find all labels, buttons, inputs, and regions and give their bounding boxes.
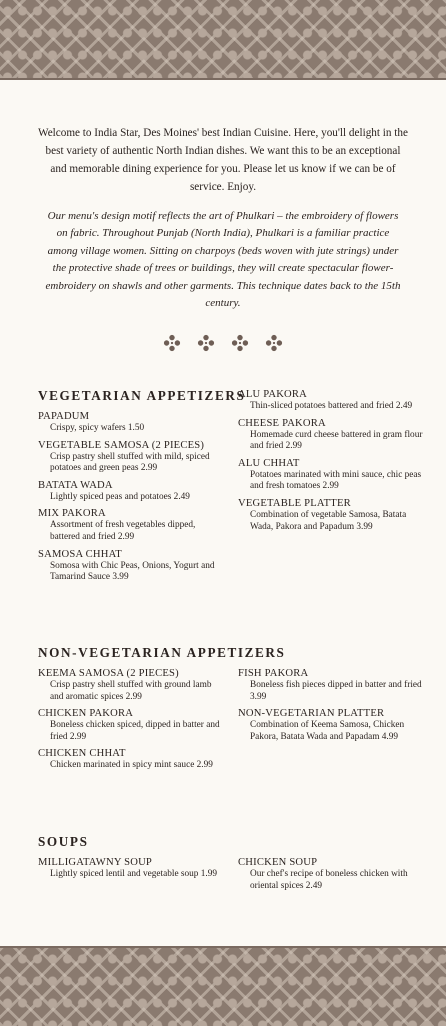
- section-title: VEGETARIAN APPETIZERS: [38, 388, 246, 403]
- menu-item: [38, 439, 224, 475]
- vegetarian-section: [38, 388, 423, 588]
- motif-paragraph: Our menu's design motif reflects the art of Phulkari – the embroidery of flowers on fabric. Throughout Punjab (North India), Phulkari is a familiar practice among village women. Sitting on charpoys (beds woven with jute strings) under the protective shade of trees or buildings, they will create spectacular flower-embroidery on shawls and other garments. This technique dates back to the 15th century.: [45, 210, 401, 310]
- menu-column-right: [238, 856, 424, 896]
- item-name: CHICKEN PAKORA: [38, 708, 134, 720]
- menu-item: [238, 457, 424, 493]
- item-name: CHEESE PAKORA: [238, 417, 326, 429]
- menu-item: [38, 548, 224, 584]
- item-name: SAMOSA CHHAT: [38, 548, 122, 560]
- item-name: MIX PAKORA: [38, 508, 106, 520]
- section-title: SOUPS: [38, 834, 89, 849]
- ornament-row: [0, 334, 446, 352]
- item-description: Lightly spiced peas and potatoes 2.49: [50, 491, 190, 502]
- menu-column-left: [38, 667, 224, 776]
- menu-column-left: [38, 856, 224, 896]
- item-description: Assortment of fresh vegetables dipped, battered and fried 2.99: [50, 520, 196, 542]
- item-description: Thin-sliced potatoes battered and fried 2.49: [250, 401, 413, 411]
- menu-item: [38, 479, 224, 504]
- item-name: NON-VEGETARIAN PLATTER: [238, 708, 385, 720]
- item-description: Potatoes marinated with mini sauce, chic peas and fresh tomatoes 2.99: [250, 469, 422, 492]
- item-name: ALU CHHAT: [238, 457, 300, 469]
- menu-item: [238, 497, 424, 533]
- flower-icon: [231, 334, 249, 352]
- item-name: CHICKEN SOUP: [238, 857, 318, 868]
- menu-item: [238, 667, 424, 703]
- menu-column-left: [38, 410, 224, 588]
- item-description: Somosa with Chic Peas, Onions, Yogurt and Tamarind Sauce 3.99: [50, 560, 215, 583]
- welcome-paragraph: Welcome to India Star, Des Moines' best Indian Cuisine. Here, you'll delight in the best variety of authentic North Indian dishes. We want this to be an exceptional and memorable dining experience for you. Please let us know if we can be of service. Enjoy.: [38, 127, 408, 193]
- item-description: Boneless fish pieces dipped in batter and fried 3.99: [250, 680, 422, 702]
- item-name: KEEMA SAMOSA (2 PIECES): [38, 668, 179, 679]
- item-description: Crisp pastry shell stuffed with ground lamb and aromatic spices 2.99: [50, 680, 212, 702]
- menu-item: [238, 856, 424, 892]
- menu-item: [238, 707, 424, 743]
- menu-column-right: [238, 667, 424, 776]
- menu-item: [238, 388, 424, 413]
- non-vegetarian-section: [38, 645, 422, 776]
- item-description: Our chef's recipe of boneless chicken with oriental spices 2.49: [250, 869, 408, 891]
- item-description: Combination of vegetable Samosa, Batata Wada, Pakora and Papadum 3.99: [250, 509, 407, 532]
- menu-item: [38, 507, 224, 543]
- item-description: Homemade curd cheese battered in gram flour and fried 2.99: [250, 429, 423, 452]
- item-name: FISH PAKORA: [238, 668, 309, 679]
- phulkari-top-border: [0, 0, 446, 80]
- menu-item: [238, 417, 424, 453]
- menu-item: [38, 410, 224, 435]
- item-description: Lightly spiced lentil and vegetable soup 1.99: [50, 869, 218, 879]
- menu-item: [38, 747, 224, 772]
- phulkari-bottom-border: [0, 946, 446, 1026]
- item-name: VEGETABLE SAMOSA (2 PIECES): [38, 439, 205, 451]
- item-description: Crisp pastry shell stuffed with mild, spiced potatoes and green peas 2.99: [50, 451, 210, 474]
- item-name: ALU PAKORA: [238, 389, 308, 400]
- soups-section: [38, 834, 418, 896]
- item-description: Crispy, spicy wafers 1.50: [50, 423, 145, 433]
- menu-item: [38, 667, 224, 703]
- item-name: PAPADUM: [38, 411, 90, 422]
- menu-column-right: [238, 388, 424, 588]
- item-description: Boneless chicken spiced, dipped in batter and fried 2.99: [50, 720, 220, 742]
- menu-item: [38, 856, 224, 881]
- flower-icon: [265, 334, 283, 352]
- flower-icon: [197, 334, 215, 352]
- item-description: Combination of Keema Samosa, Chicken Pakora, Batata Wada and Papadam 4.99: [250, 720, 405, 742]
- item-name: CHICKEN CHHAT: [38, 748, 126, 760]
- item-name: MILLIGATAWNY SOUP: [38, 857, 153, 868]
- item-name: BATATA WADA: [38, 479, 113, 491]
- item-description: Chicken marinated in spicy mint sauce 2.99: [50, 760, 213, 771]
- section-title: NON-VEGETARIAN APPETIZERS: [38, 645, 286, 660]
- item-name: VEGETABLE PLATTER: [238, 497, 351, 509]
- flower-icon: [163, 334, 181, 352]
- menu-item: [38, 707, 224, 743]
